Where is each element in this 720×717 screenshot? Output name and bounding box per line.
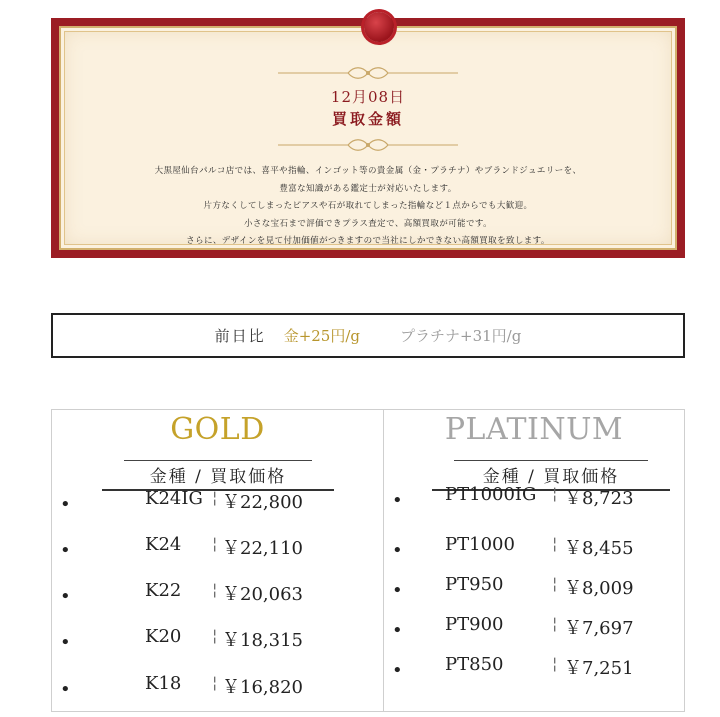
bullet: • (392, 620, 403, 641)
price: ￥8,723 (564, 488, 634, 509)
gold-column (52, 410, 384, 711)
price: ￥18,315 (222, 630, 303, 651)
grade: PT1000 (445, 534, 515, 555)
platinum-row (384, 614, 684, 644)
price: ￥22,110 (222, 538, 303, 559)
banner-line: 片方なくしてしまったピアスや石が取れてしまった指輪など１点からでも大歓迎。 (203, 201, 533, 211)
banner-line: 小さな宝石まで評価できプラス査定で、高額買取が可能です。 (243, 218, 493, 229)
grade: K24 (145, 534, 182, 555)
ornament-divider-icon (278, 136, 458, 154)
header-rule (454, 460, 648, 461)
grade: PT900 (445, 614, 504, 635)
platinum-row (384, 574, 684, 604)
wax-seal-icon (364, 12, 394, 42)
banner-line: さらに、デザインを見て付加価値がつきますので当社にしかできない高額買取を致します。 (186, 236, 550, 246)
banner-line: 大黒屋仙台パルコ店では、喜平や指輪、インゴット等の貴金属（金・プラチナ）やブランドジュエリーを、 (154, 166, 582, 176)
banner-card (59, 26, 677, 250)
gold-row (52, 488, 383, 518)
price: ￥16,820 (222, 677, 303, 698)
bullet: • (60, 632, 71, 653)
separator: ¦ (212, 626, 218, 645)
separator: ¦ (212, 580, 218, 599)
gold-change: 金+25円/g (283, 327, 360, 345)
bullet: • (60, 540, 71, 561)
platinum-row (384, 654, 684, 684)
platinum-title: PLATINUM (444, 412, 624, 447)
grade: PT1000IG (445, 484, 537, 505)
platinum-header-label: 金種 / 買取価格 (482, 467, 620, 487)
separator: ¦ (552, 574, 558, 593)
gold-header-label: 金種 / 買取価格 (149, 467, 287, 487)
separator: ¦ (552, 484, 558, 503)
banner-description (61, 163, 675, 251)
gold-row (52, 626, 383, 656)
bullet: • (392, 540, 403, 561)
price: ￥7,697 (564, 618, 634, 639)
grade: PT950 (445, 574, 504, 595)
grade: K24IG (145, 488, 203, 509)
header-rule (124, 460, 312, 461)
bullet: • (392, 580, 403, 601)
separator: ¦ (212, 488, 218, 507)
price: ￥8,455 (564, 538, 634, 559)
bullet: • (392, 490, 403, 511)
grade: K22 (145, 580, 182, 601)
platinum-row (384, 534, 684, 564)
banner-date: 12月08日 (330, 88, 406, 106)
separator: ¦ (212, 673, 218, 692)
ornament-divider-icon (278, 64, 458, 82)
gold-row (52, 673, 383, 703)
banner-line: 豊富な知識がある鑑定士が対応いたします。 (279, 183, 457, 194)
price: ￥20,063 (222, 584, 303, 605)
price: ￥22,800 (222, 492, 303, 513)
separator: ¦ (212, 534, 218, 553)
bullet: • (60, 679, 71, 700)
price-table (51, 409, 685, 712)
platinum-row (384, 484, 684, 514)
gold-title: GOLD (170, 412, 265, 447)
gold-row (52, 580, 383, 610)
separator: ¦ (552, 654, 558, 673)
banner-title: 買取金額 (331, 110, 404, 128)
price: ￥8,009 (564, 578, 634, 599)
gold-header (102, 460, 334, 489)
bullet: • (392, 660, 403, 681)
grade: PT850 (445, 654, 504, 675)
grade: K18 (145, 673, 182, 694)
separator: ¦ (552, 614, 558, 633)
bullet: • (60, 586, 71, 607)
price-banner (51, 18, 685, 258)
gold-row (52, 534, 383, 564)
comparison-label: 前日比 (214, 327, 266, 345)
grade: K20 (145, 626, 182, 647)
day-comparison-box (51, 313, 685, 358)
bullet: • (60, 494, 71, 515)
platinum-column (384, 410, 684, 711)
price: ￥7,251 (564, 658, 634, 679)
separator: ¦ (552, 534, 558, 553)
platinum-change: プラチナ+31円/g (400, 327, 522, 345)
